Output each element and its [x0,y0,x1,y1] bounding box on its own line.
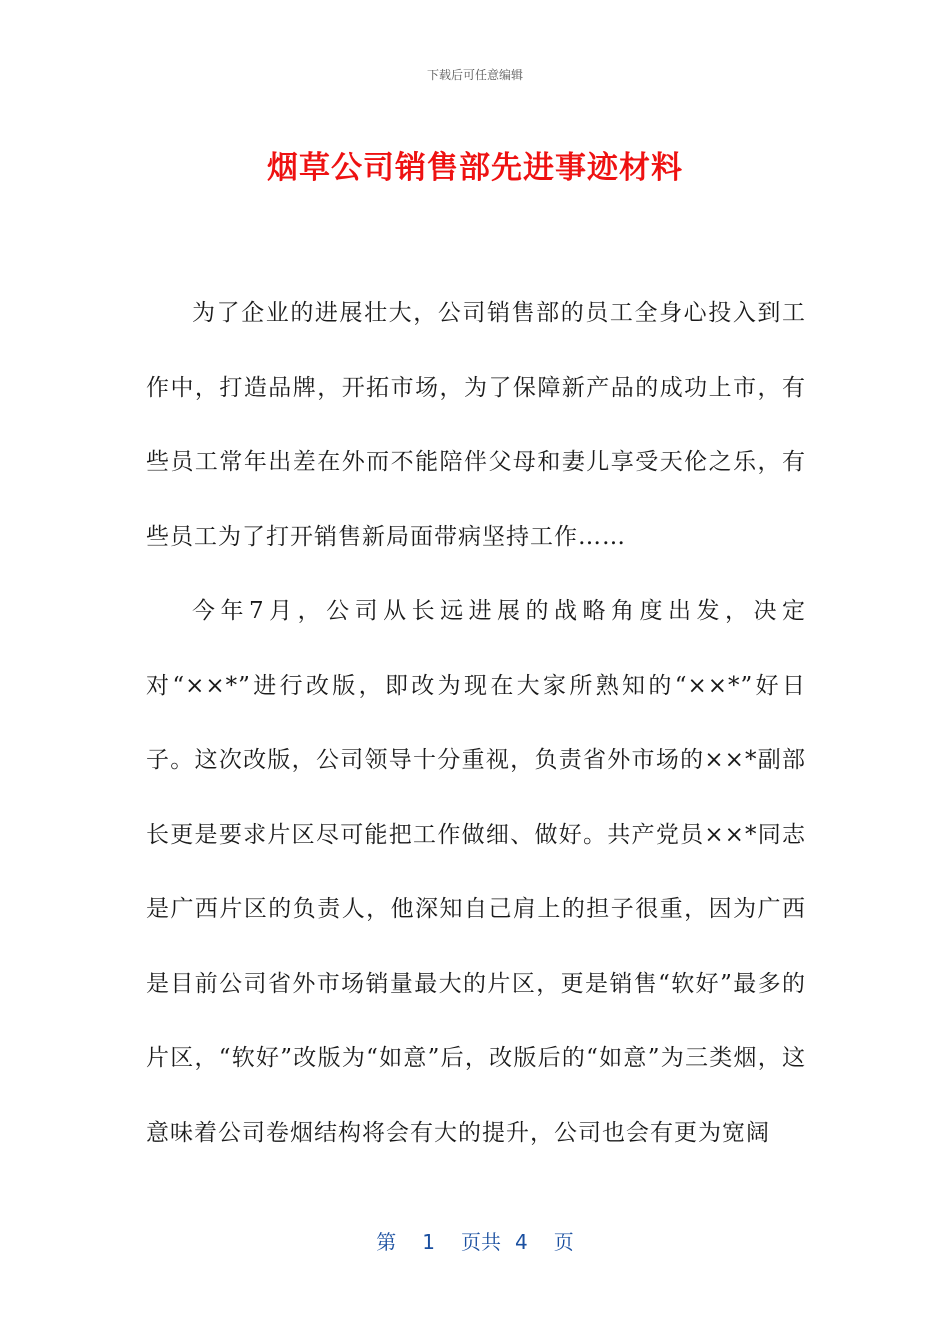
page-footer [0,1226,950,1255]
page-prefix: 第 [376,1230,397,1254]
document-body [146,276,806,1170]
total-pages-number: 4 [515,1230,528,1254]
download-note: 下载后可任意编辑 [426,68,523,82]
document-title: 烟草公司销售部先进事迹材料 [267,150,683,186]
page-suffix: 页 [553,1230,574,1254]
page-mid-text: 页共 [461,1230,501,1254]
current-page-number: 1 [422,1230,435,1254]
paragraph-1: 为了企业的进展壮大，公司销售部的员工全身心投入到工作中，打造品牌，开拓市场，为了保障新产品的成功上市，有些员工常年出差在外而不能陪伴父母和妻儿享受天伦之乐，有些员工为了打开销售新局面带病坚持工作…… [146,300,806,550]
paragraph-2: 今年7月，公司从长远进展的战略角度出发，决定对“××*”进行改版，即改为现在大家所熟知的“××*”好日子。这次改版，公司领导十分重视，负责省外市场的××*副部长更是要求片区尽可能把工作做细、做好。共产党员××*同志是广西片区的负责人，他深知自己肩上的担子很重，因为广西是目前公司省外市场销量最大的片区，更是销售“软好”最多的片区，“软好”改版为“如意”后，改版后的“如意”为三类烟，这意味着公司卷烟结构将会有大的提升，公司也会有更为宽阔 [146,598,806,1146]
